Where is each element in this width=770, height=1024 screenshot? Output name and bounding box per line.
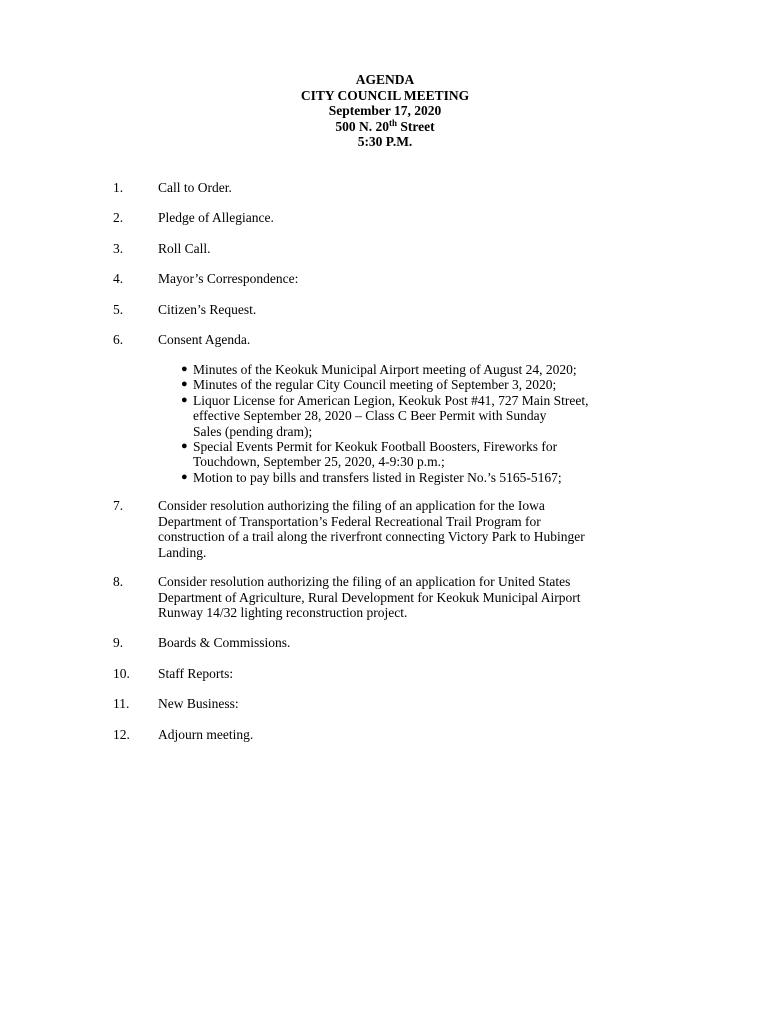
bullet-icon: ● — [181, 470, 188, 483]
consent-item-text: Minutes of the Keokuk Municipal Airport meeting of August 24, 2020; — [193, 362, 577, 377]
consent-item — [180, 377, 700, 392]
agenda-header — [0, 72, 770, 150]
item-text: Mayor’s Correspondence: — [158, 271, 299, 286]
address-ordinal: th — [389, 117, 398, 128]
item-text-line: Department of Transportation’s Federal Recreational Trail Program for — [158, 513, 541, 529]
item-text: Staff Reports: — [158, 666, 234, 681]
consent-item-text: effective September 28, 2020 – Class C Beer Permit with Sunday — [193, 408, 547, 424]
meeting-name: CITY COUNCIL MEETING — [300, 87, 470, 103]
address-street: Street — [397, 118, 435, 134]
consent-item-text: Motion to pay bills and transfers listed in Register No.’s 5165-5167; — [193, 469, 562, 485]
item-text: Call to Order. — [158, 180, 232, 195]
item-number: 10. — [113, 666, 130, 681]
item-text-line: Runway 14/32 lighting reconstruction project. — [158, 605, 408, 620]
item-number: 6. — [113, 332, 124, 347]
item-number: 11. — [113, 696, 130, 711]
item-number: 7. — [113, 498, 124, 513]
item-number: 3. — [113, 241, 124, 256]
item-number: 8. — [113, 574, 124, 589]
agenda-title: AGENDA — [355, 72, 415, 87]
meeting-address — [0, 119, 770, 135]
consent-item — [180, 470, 700, 485]
bullet-icon: ● — [181, 363, 188, 375]
consent-item-text: Special Events Permit for Keokuk Football Boosters, Fireworks for — [193, 439, 558, 455]
item-text — [158, 498, 698, 560]
item-text-line: Landing. — [158, 544, 207, 560]
consent-item-text: Sales (pending dram); — [193, 423, 313, 439]
bullet-icon: ● — [181, 440, 188, 453]
address-number: 500 N. 20 — [335, 118, 389, 134]
item-text: Boards & Commissions. — [158, 635, 291, 650]
consent-item-text: Touchdown, September 25, 2020, 4-9:30 p.m.; — [193, 454, 445, 470]
bullet-icon: ● — [181, 393, 188, 406]
consent-item — [180, 362, 700, 377]
item-text: Citizen’s Request. — [158, 302, 257, 317]
bullet-icon: ● — [181, 378, 188, 391]
item-number: 4. — [113, 271, 124, 286]
item-text-line: Consider resolution authorizing the filing of an application for United States — [158, 574, 571, 589]
consent-item-text: Minutes of the regular City Council meeting of September 3, 2020; — [193, 377, 557, 393]
item-text: New Business: — [158, 696, 239, 711]
item-text: Roll Call. — [158, 241, 211, 256]
item-number: 9. — [113, 635, 124, 650]
consent-agenda-list — [180, 362, 700, 485]
meeting-time: 5:30 P.M. — [357, 134, 413, 149]
item-text: Consent Agenda. — [158, 332, 251, 347]
item-text: Adjourn meeting. — [158, 727, 254, 742]
meeting-date: September 17, 2020 — [328, 103, 442, 118]
item-number: 5. — [113, 302, 124, 317]
item-number: 12. — [113, 727, 130, 742]
item-number: 2. — [113, 210, 124, 225]
consent-item-text: Liquor License for American Legion, Keokuk Post #41, 727 Main Street, — [193, 392, 589, 408]
item-text-line: Consider resolution authorizing the filing of an application for the Iowa — [158, 498, 545, 513]
item-text: Pledge of Allegiance. — [158, 210, 274, 225]
item-text-line: construction of a trail along the riverfront connecting Victory Park to Hubinger — [158, 529, 585, 544]
item-text — [158, 574, 698, 621]
consent-item — [180, 393, 700, 439]
consent-item — [180, 439, 700, 470]
item-text-line: Department of Agriculture, Rural Development for Keokuk Municipal Airport — [158, 589, 581, 605]
item-number: 1. — [113, 180, 124, 195]
